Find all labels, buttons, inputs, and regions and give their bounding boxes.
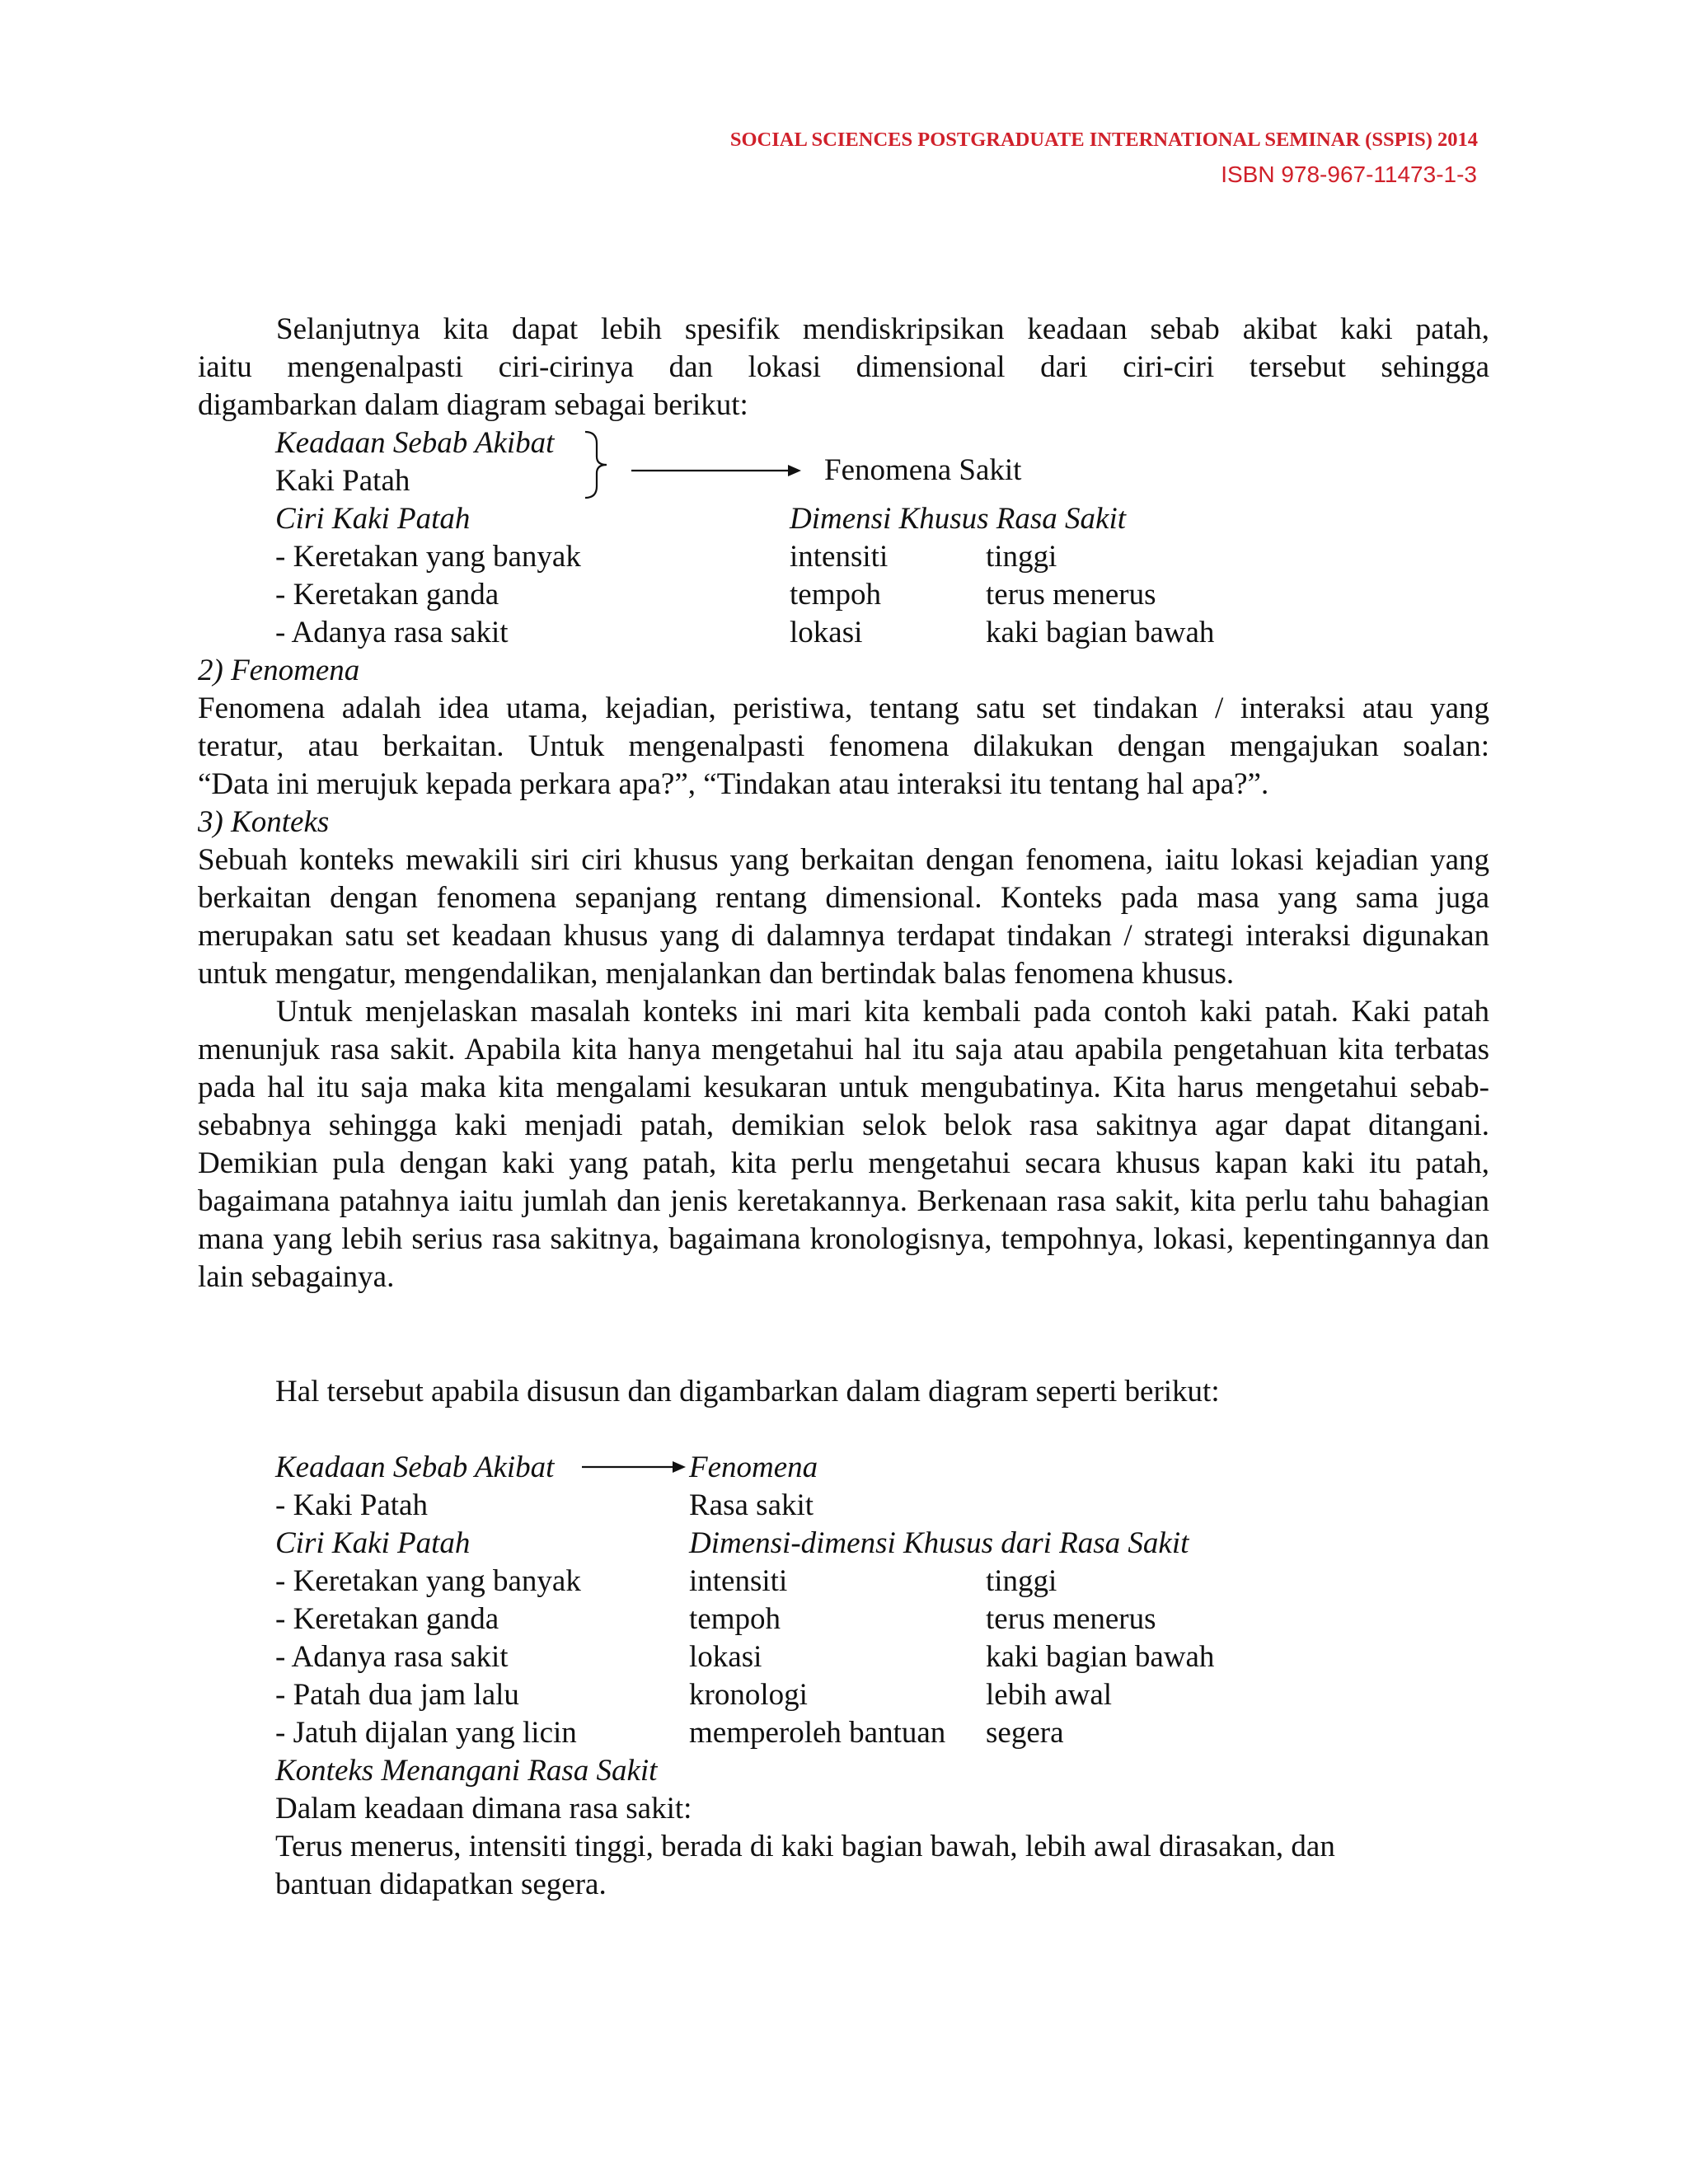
d1-row-ciri: - Adanya rasa sakit [275,616,509,649]
intro-paragraph [198,311,1489,424]
d2-row-dim: tempoh [689,1602,781,1636]
d2-row-val: terus menerus [986,1602,1156,1636]
d2-phen-heading: Fenomena [689,1451,818,1484]
d2-phen-sub: Rasa sakit [689,1488,814,1522]
d1-row-val: tinggi [986,540,1057,574]
d1-row-dim: lokasi [790,616,863,649]
d1-dim-heading: Dimensi Khusus Rasa Sakit [790,502,1127,536]
sec2-line-3: “Data ini merujuk kepada perkara apa?”, “Tindakan atau interaksi itu tentang hal apa?”. [198,767,1269,801]
diagram-2-intro: Hal tersebut apabila disusun dan digambarkan dalam diagram seperti berikut: [275,1375,1220,1408]
d2-row-val: kaki bagian bawah [986,1640,1215,1674]
d1-char-heading: Ciri Kaki Patah [275,502,471,536]
header-isbn: ISBN 978-967-11473-1-3 [1221,162,1477,187]
d2-context-heading: Konteks Menangani Rasa Sakit [275,1754,658,1788]
d2-context-line-1: Dalam keadaan dimana rasa sakit: [275,1792,692,1825]
sec2-heading: 2) Fenomena [198,654,360,687]
section-fenomena [198,652,1489,804]
d2-row-ciri: - Jatuh dijalan yang licin [275,1716,577,1750]
d1-cause-sub: Kaki Patah [275,464,410,498]
d1-row-val: terus menerus [986,578,1156,612]
header-title: SOCIAL SCIENCES POSTGRADUATE INTERNATIONAL SEMINAR (SSPIS) 2014 [729,129,1478,151]
d2-row-dim: lokasi [689,1640,762,1674]
intro-line-2: iaitu mengenalpasti ciri-cirinya dan lokasi dimensional dari ciri-ciri tersebut sehingga [198,350,1489,384]
d2-dim-heading: Dimensi-dimensi Khusus dari Rasa Sakit [689,1526,1189,1560]
d2-row-val: tinggi [986,1564,1057,1598]
d2-row-dim: memperoleh bantuan [689,1716,946,1750]
d2-cause-heading: Keadaan Sebab Akibat [275,1451,555,1484]
sec3-heading: 3) Konteks [198,805,330,839]
d2-arrow [580,1459,689,1475]
d2-row-val: segera [986,1716,1064,1750]
sec3-paragraph-2: Untuk menjelaskan masalah konteks ini mari kita kembali pada contoh kaki patah. Kaki patah menunjuk rasa sakit. Apabila kita hanya mengetahui hal itu saja atau apabila pengetahuan kita terbatas pada hal itu saja maka kita mengalami kesukaran untuk mengubatinya. Kita harus mengetahui sebab-sebabnya sehingga kaki menjadi patah, demikian selok belok rasa sakitnya agar dapat ditangani. Demikian pula dengan kaki yang patah, kita perlu mengetahui secara khusus kapan kaki itu patah, bagaimana patahnya iaitu jumlah dan jenis keretakannya. Berkenaan rasa sakit, kita perlu tahu bahagian mana yang lebih serius rasa sakitnya, bagaimana kronologisnya, tempohnya, lokasi, kepentingannya dan lain sebagainya. [198,995,1489,1294]
d2-char-heading: Ciri Kaki Patah [275,1526,471,1560]
sec2-line-2: teratur, atau berkaitan. Untuk mengenalpasti fenomena dilakukan dengan mengajukan soalan: [198,729,1489,763]
d2-row-ciri: - Patah dua jam lalu [275,1678,519,1712]
d2-row-ciri: - Keretakan yang banyak [275,1564,581,1598]
d1-brace-arrow [577,427,808,503]
intro-line-3: digambarkan dalam diagram sebagai berikut: [198,388,748,422]
section-konteks [198,804,1489,1296]
d1-row-ciri: - Keretakan ganda [275,578,499,612]
d2-cause-sub: - Kaki Patah [275,1488,428,1522]
d1-row-ciri: - Keretakan yang banyak [275,540,581,574]
d1-cause-heading: Keadaan Sebab Akibat [275,426,555,460]
d2-row-dim: intensiti [689,1564,788,1598]
d1-row-val: kaki bagian bawah [986,616,1215,649]
d2-row-ciri: - Keretakan ganda [275,1602,499,1636]
d2-context-line-2: Terus menerus, intensiti tinggi, berada di kaki bagian bawah, lebih awal dirasakan, dan [275,1830,1335,1863]
d1-result: Fenomena Sakit [824,453,1022,487]
sec3-paragraph-1: Sebuah konteks mewakili siri ciri khusus yang berkaitan dengan fenomena, iaitu lokasi kejadian yang berkaitan dengan fenomena sepanjang rentang dimensional. Konteks pada masa yang sama juga merupakan satu set keadaan khusus yang di dalamnya terdapat tindakan / strategi interaksi digunakan untuk mengatur, mengendalikan, menjalankan dan bertindak balas fenomena khusus. [198,843,1489,991]
d1-row-dim: intensiti [790,540,889,574]
intro-line-1: Selanjutnya kita dapat lebih spesifik mendiskripsikan keadaan sebab akibat kaki patah, [276,312,1489,346]
sec2-line-1: Fenomena adalah idea utama, kejadian, peristiwa, tentang satu set tindakan / interaksi atau yang [198,691,1489,725]
d2-row-val: lebih awal [986,1678,1113,1712]
d2-row-dim: kronologi [689,1678,808,1712]
d2-context-line-3: bantuan didapatkan segera. [275,1868,607,1901]
d2-row-ciri: - Adanya rasa sakit [275,1640,509,1674]
d1-row-dim: tempoh [790,578,881,612]
